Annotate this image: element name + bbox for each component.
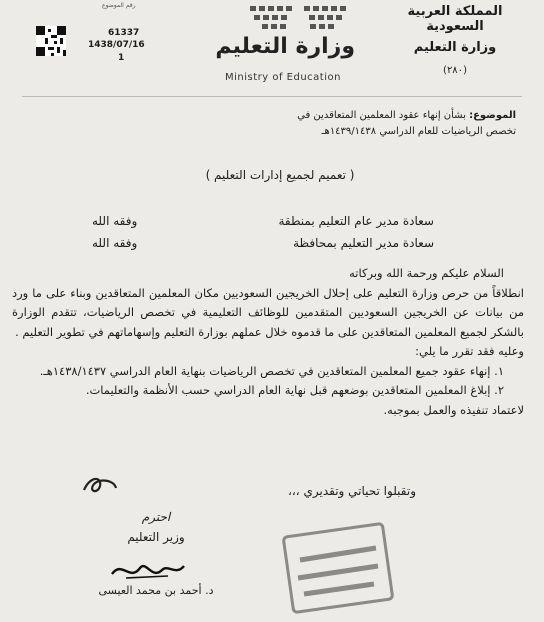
addressee-1: سعادة مدير عام التعليم بمنطقة	[278, 214, 434, 228]
reference-number: 61337	[108, 28, 140, 38]
decision-intro: وعليه فقد تقرر ما يلي:	[415, 344, 524, 358]
official-stamp-icon	[278, 520, 398, 616]
circular-title: ( تعميم لجميع إدارات التعليم )	[205, 168, 355, 182]
reference-block	[30, 2, 160, 72]
subject-label: الموضوع:	[469, 110, 516, 121]
closing-line: وتقبلوا تحياتي وتقديري ،،،	[288, 484, 416, 498]
letter-body	[12, 264, 524, 420]
instruction-line: لاعتماد تنفيذه والعمل بموجبه.	[383, 402, 524, 417]
initials-mark-icon	[80, 470, 120, 500]
signature-icon	[108, 556, 188, 586]
minister-name: د. أحمد بن محمد العيسى	[98, 584, 214, 597]
body-paragraph: انطلاقاً من حرص وزارة التعليم على إحلال الخريجين السعوديين مكان المعلمين المتعاقدين وبناء على ما ورد من بيانات عن الخريجين السعوديين المتقدمين للوظائف التعليمية في تخصص الرياضيات، تتقدم الوزارة بالشكر لجميع المعلمين المتعاقدين على ما قدموه خلال عملهم بوزارة التعليم وإسهاماتهم في تطوير التعليم .	[12, 285, 524, 339]
decision-item-2: ٢. إبلاغ المعلمين المتعاقدين بوضعهم قبل نهاية العام الدراسي حسب الأنظمة والتعليمات.	[85, 383, 504, 397]
signature-greeting: احترم	[141, 510, 171, 524]
header-divider	[22, 96, 522, 97]
addressee-1-wish: وفقه الله	[92, 214, 138, 228]
kingdom-title: المملكة العربية السعودية	[407, 4, 503, 34]
ministry-logo	[195, 4, 355, 86]
addressee-2-wish: وفقه الله	[92, 236, 138, 250]
logo-arabic-text: وزارة التعليم	[215, 34, 355, 59]
subject-text-2: تخصص الرياضيات للعام الدراسي ١٤٣٩/١٤٣٨هـ	[321, 126, 516, 137]
attachments-count: 1	[118, 53, 125, 63]
logo-dots-icon	[248, 4, 348, 32]
reference-date: 1438/07/16	[88, 40, 145, 50]
qr-code-icon	[36, 26, 66, 56]
minister-title: وزير التعليم	[127, 530, 185, 544]
ministry-title: وزارة التعليم	[413, 40, 497, 55]
header-kingdom-block	[380, 4, 530, 76]
greeting: السلام عليكم ورحمة الله وبركاته	[349, 266, 504, 280]
subject-line	[297, 110, 516, 121]
subject-text-1: بشأن إنهاء عقود المعلمين المتعاقدين في	[297, 110, 466, 121]
logo-english-text: Ministry of Education	[225, 72, 341, 83]
reference-label: رقم الموضوع	[102, 2, 136, 9]
addressee-2: سعادة مدير التعليم بمحافظة	[293, 236, 434, 250]
reference-code: (٢٨٠)	[443, 65, 467, 76]
decision-item-1: ١. إنهاء عقود جميع المعلمين المتعاقدين في تخصص الرياضيات بنهاية العام الدراسي ١٤٣٨/١٤٣٧هـ.	[39, 363, 504, 378]
